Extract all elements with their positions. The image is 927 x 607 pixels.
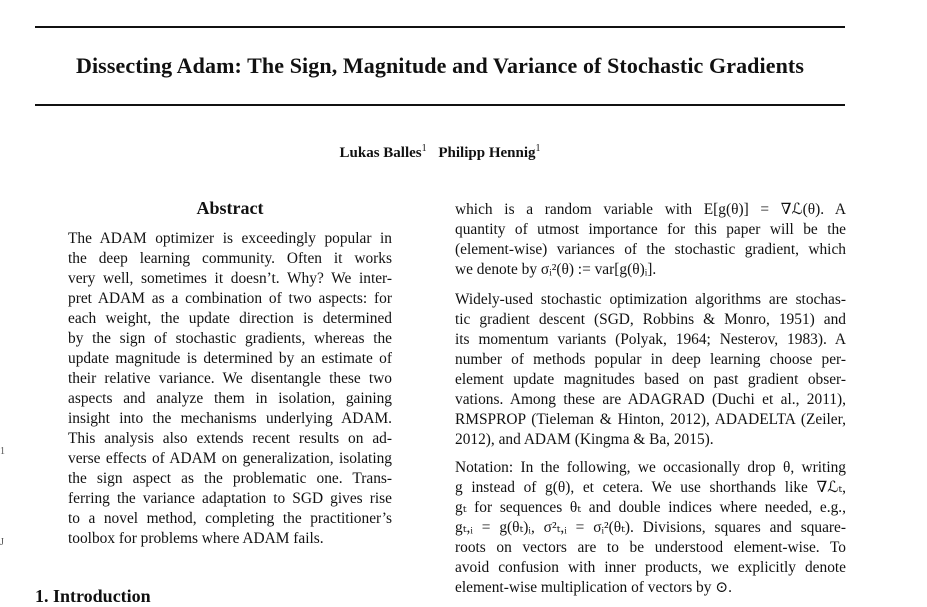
paper-title: Dissecting Adam: The Sign, Magnitude and Variance of Stochastic Gradients bbox=[75, 53, 805, 78]
body-line: avoid confusion with inner products, we explicitly denote bbox=[455, 559, 846, 576]
abstract-line: ferring the variance adaptation to SGD gives rise bbox=[68, 490, 392, 507]
body-line: tic gradient descent (SGD, Robbins & Monro, 1951) and bbox=[455, 311, 846, 328]
abstract-line: aspects and analyze them in isolation, gaining bbox=[68, 390, 392, 407]
body-line: g instead of g(θ), et cetera. We use shorthands like ∇ℒₜ, bbox=[455, 479, 846, 496]
body-line: RMSPROP (Tieleman & Hinton, 2012), ADADELTA (Zeiler, bbox=[455, 411, 846, 428]
margin-mark: 1 bbox=[0, 446, 5, 457]
body-line: which is a random variable with E[g(θ)] = ∇ℒ(θ). A bbox=[455, 201, 846, 218]
abstract-line: by the sign of stochastic gradients, whereas the bbox=[68, 330, 392, 347]
margin-mark: J bbox=[0, 537, 4, 548]
body-line: we denote by σᵢ²(θ) := var[g(θ)ᵢ]. bbox=[455, 261, 657, 278]
abstract-line: toolbox for problems where ADAM fails. bbox=[68, 530, 324, 547]
abstract-heading: Abstract bbox=[196, 198, 264, 218]
body-line: its momentum variants (Polyak, 1964; Nesterov, 1983). A bbox=[455, 331, 846, 348]
body-line: element-wise multiplication of vectors by ⊙. bbox=[455, 579, 733, 596]
body-paragraph-variance bbox=[455, 200, 846, 280]
abstract-line: their relative variance. We disentangle these two bbox=[68, 370, 392, 387]
abstract-line: to a novel method, completing the practitioner’s bbox=[68, 510, 392, 527]
author-list bbox=[0, 143, 880, 162]
author-name: Lukas Balles$^1$ bbox=[339, 143, 427, 161]
body-line: Notation: In the following, we occasionally drop θ, writing bbox=[455, 459, 846, 476]
body-paragraph-notation bbox=[455, 458, 846, 598]
bottom-rule bbox=[35, 104, 845, 106]
body-line: roots on vectors are to be understood element-wise. To bbox=[455, 539, 846, 556]
body-line: element update magnitudes based on past gradient obser- bbox=[455, 371, 846, 388]
abstract-line: pret ADAM as a combination of two aspects: for bbox=[68, 290, 392, 307]
body-line: (element-wise) variances of the stochastic gradient, which bbox=[455, 241, 846, 258]
abstract-body bbox=[68, 229, 392, 549]
abstract-line: insight into the mechanisms underlying ADAM. bbox=[68, 410, 392, 427]
section-heading-introduction: 1. Introduction bbox=[35, 586, 151, 606]
body-line: gₜ,ᵢ = g(θₜ)ᵢ, σ²ₜ,ᵢ = σᵢ²(θₜ). Divisions, squares and square- bbox=[455, 519, 846, 536]
body-line: number of methods popular in deep learning choose per- bbox=[455, 351, 846, 368]
abstract-line: each weight, the update direction is determined bbox=[68, 310, 392, 327]
abstract-line: verse effects of ADAM on generalization, isolating bbox=[68, 450, 392, 467]
body-line: quantity of utmost importance for this paper will be the bbox=[455, 221, 846, 238]
abstract-line: very well, sometimes it doesn’t. Why? We inter- bbox=[68, 270, 392, 287]
body-paragraph-algorithms bbox=[455, 290, 846, 450]
body-line: Widely-used stochastic optimization algorithms are stochas- bbox=[455, 291, 846, 308]
author-name: Philipp Hennig$^1$ bbox=[438, 143, 541, 161]
abstract-line: The ADAM optimizer is exceedingly popular in bbox=[68, 230, 392, 247]
body-line: vations. Among these are ADAGRAD (Duchi et al., 2011), bbox=[455, 391, 846, 408]
body-line: 2012), and ADAM (Kingma & Ba, 2015). bbox=[455, 431, 714, 448]
top-rule bbox=[35, 26, 845, 28]
body-line: gₜ for sequences θₜ and double indices where needed, e.g., bbox=[455, 499, 846, 516]
abstract-line: update magnitude is determined by an estimate of bbox=[68, 350, 392, 367]
abstract-line: the sign aspect as the problematic one. Trans- bbox=[68, 470, 392, 487]
abstract-line: This analysis also extends recent results on ad- bbox=[68, 430, 392, 447]
abstract-line: the deep learning community. Often it works bbox=[68, 250, 392, 267]
